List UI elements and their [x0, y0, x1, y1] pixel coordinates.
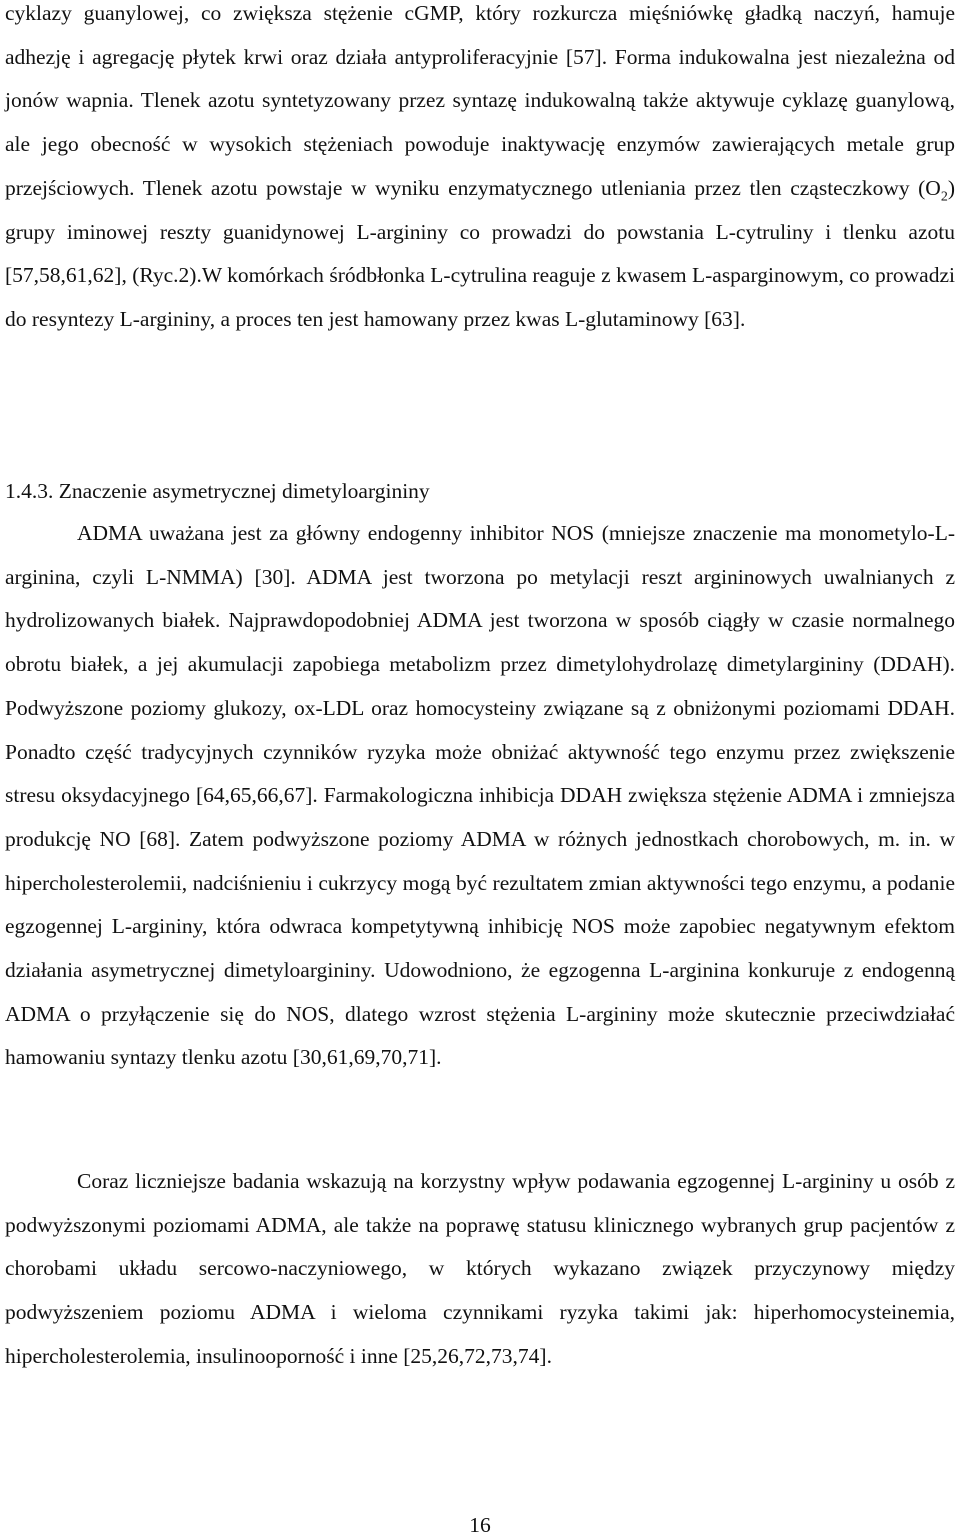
paragraph-nitric-oxide-text-a: cyklazy guanylowej, co zwiększa stężenie cGMP, który rozkurcza mięśniówkę gładką naczyń, hamuje adhezję i agregację płytek krwi oraz działa antyproliferacyjnie [57]. Forma indukowalna jest niezależna od jonów wapnia. Tlenek azotu syntetyzowany przez syntazę indukowalną także aktywuje cyklazę guanylową, ale jego obecność w wysokich stężeniach powoduje inaktywację enzymów zawierających metale grup przejściowych. Tlenek azotu powstaje w wyniku enzymatycznego utleniania przez tlen cząsteczkowy (O — [5, 1, 955, 200]
paragraph-arginine-studies: Coraz liczniejsze badania wskazują na korzystny wpływ podawania egzogennej L-argininy u osób z podwyższonymi poziomami ADMA, ale także na poprawę statusu klinicznego wybranych grup pacjentów z chorobami układu sercowo-naczyniowego, w których wykazano związek przyczynowy między podwyższeniem poziomu ADMA i wieloma czynnikami ryzyka takimi jak: hiperhomocysteinemia, hipercholesterolemia, insulinooporność i inne [25,26,72,73,74]. — [5, 1169, 955, 1368]
page-number: 16 — [469, 1513, 491, 1537]
paragraph-nitric-oxide-text-b: ) grupy iminowej reszty guanidynowej L-argininy co prowadzi do powstania L-cytruliny i tlenku azotu [57,58,61,62], (Ryc.2).W komórkach śródbłonka L-cytrulina reaguje z kwasem L-asparginowym, co prowadzi do resyntezy L-argininy, a proces ten jest hamowany przez kwas L-glutaminowy [63]. — [5, 175, 955, 331]
paragraph-adma: ADMA uważana jest za główny endogenny inhibitor NOS (mniejsze znaczenie ma monometylo-L-arginina, czyli L-NMMA) [30]. ADMA jest tworzona po metylacji reszt argininowych uwalnianych z hydrolizowanych białek. Najprawdopodobniej ADMA jest tworzona w sposób ciągły w czasie normalnego obrotu białek, a jej akumulacji zapobiega metabolizm przez dimetylohydrolazę dimetylargininy (DDAH). Podwyższone poziomy glukozy, ox-LDL oraz homocysteiny związane są z obniżonymi poziomami DDAH. Ponadto część tradycyjnych czynników ryzyka może obniżać aktywność tego enzymu przez zwiększenie stresu oksydacyjnego [64,65,66,67]. Farmakologiczna inhibicja DDAH zwiększa stężenie ADMA i zmniejsza produkcję NO [68]. Zatem podwyższone poziomy ADMA w różnych jednostkach chorobowych, m. in. w hipercholesterolemii, nadciśnieniu i cukrzycy mogą być rezultatem zmian aktywności tego enzymu, a podanie egzogennej L-argininy, która odwraca kompetytywną inhibicję NOS może zapobiec negatywnym efektom działania asymetrycznej dimetyloargininy. Udowodniono, że egzogenna L-arginina konkuruje z endogenną ADMA o przyłączenie się do NOS, dlatego wzrost stężenia L-argininy może skutecznie przeciwdziałać hamowaniu syntazy tlenku azotu [30,61,69,70,71]. — [5, 521, 955, 1070]
section-heading: 1.4.3. Znaczenie asymetrycznej dimetyloargininy — [5, 479, 430, 503]
paragraph-nitric-oxide — [5, 0, 955, 342]
oxygen-subscript: 2 — [940, 189, 948, 205]
